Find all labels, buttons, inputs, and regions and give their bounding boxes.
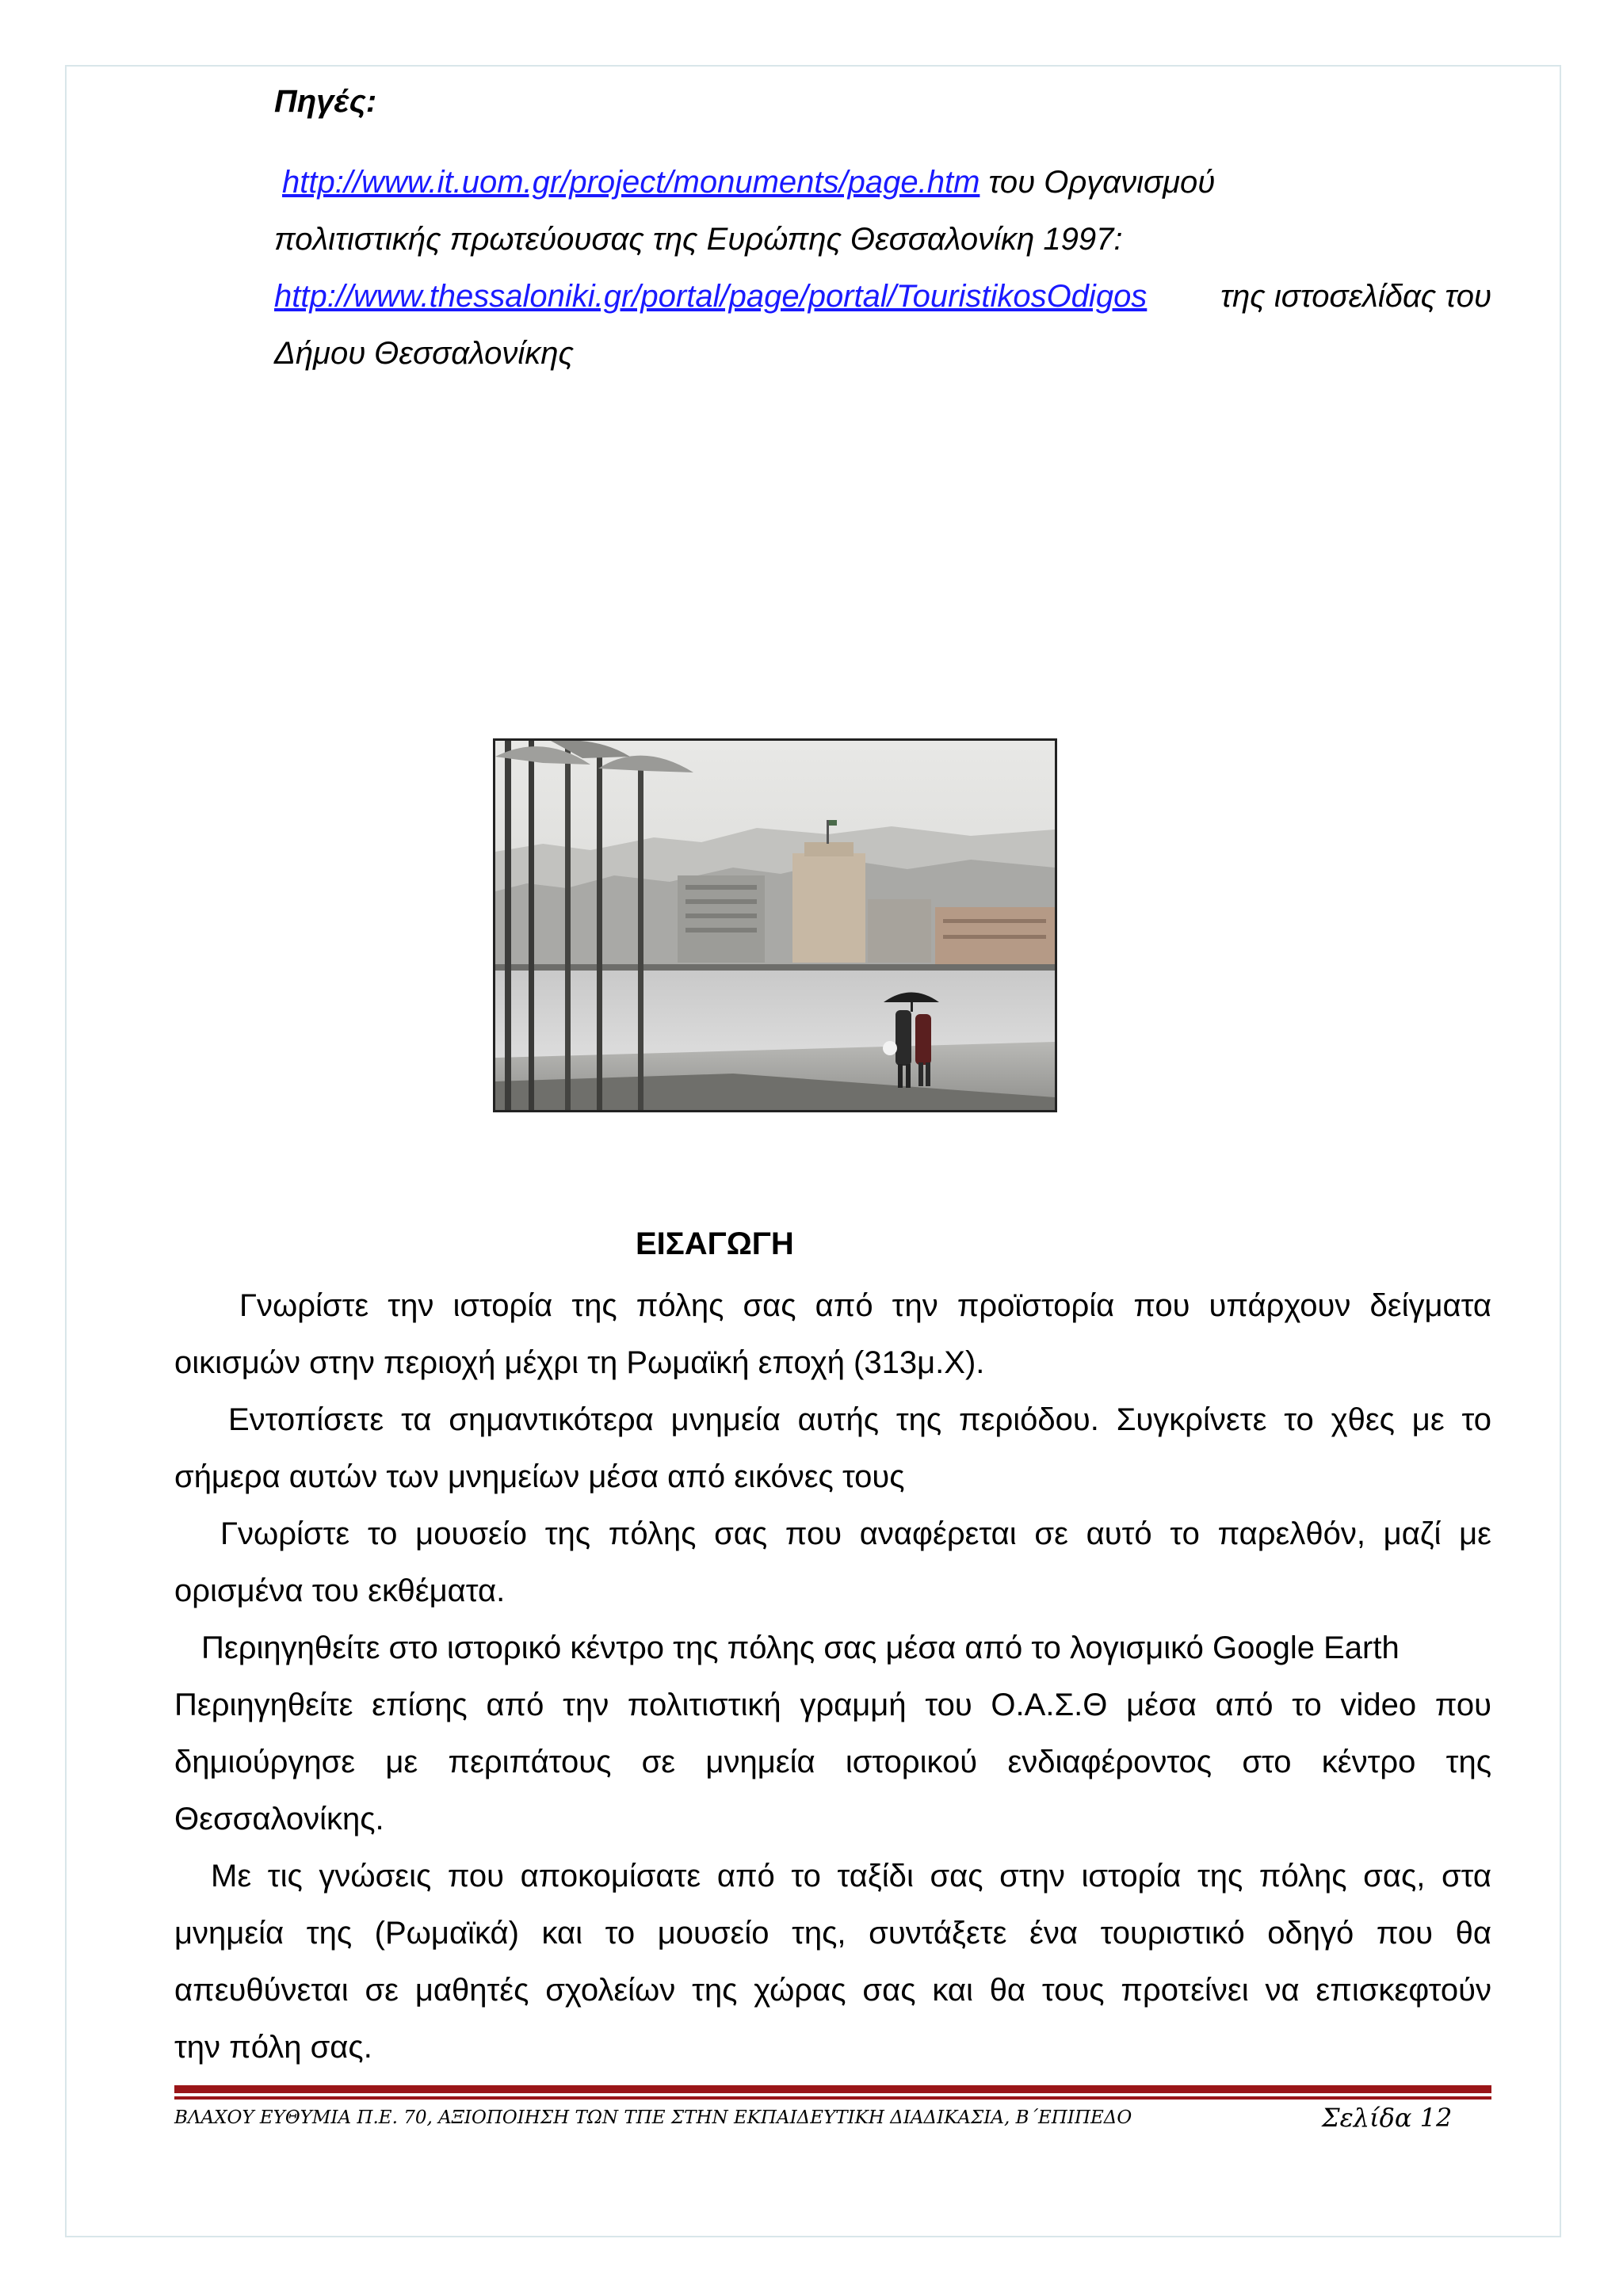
intro-p6-line1: Με τις γνώσεις που αποκομίσατε από το ταξίδι σας στην ιστορία της πόλης σας, στα: [211, 1859, 1491, 1894]
intro-p1-line1: Γνωρίστε την ιστορία της πόλης σας από την προϊστορία που υπάρχουν δείγματα: [239, 1288, 1491, 1323]
footer-page-number: Σελίδα 12: [1322, 2103, 1453, 2133]
intro-body: [174, 1277, 1491, 2076]
thessaloniki-photo: [493, 738, 1057, 1112]
intro-title: ΕΙΣΑΓΩΓΗ: [636, 1226, 794, 1261]
source-link-uom[interactable]: http://www.it.uom.gr/project/monuments/page.htm: [282, 165, 980, 200]
sources-line-3: [274, 277, 1491, 315]
white-tower-rain-image: [495, 741, 1055, 1110]
source-line-3-suffix: της ιστοσελίδας του: [1220, 279, 1491, 314]
intro-p6-line3: απευθύνεται σε μαθητές σχολείων της χώρας σας και θα τους προτείνει να επισκεφτούν: [174, 1973, 1491, 2008]
intro-p6-line4: την πόλη σας.: [174, 2030, 372, 2065]
intro-p4-line1: Περιηγηθείτε στο ιστορικό κέντρο της πόλης σας μέσα από το λογισμικό Google Earth: [201, 1630, 1400, 1665]
sources-line-1: [282, 163, 1215, 201]
source-line-1-suffix: του Οργανισμού: [980, 165, 1216, 200]
intro-p3-line1: Γνωρίστε το μουσείο της πόλης σας που αναφέρεται σε αυτό το παρελθόν, μαζί με: [220, 1516, 1491, 1551]
source-link-thessaloniki[interactable]: http://www.thessaloniki.gr/portal/page/portal/TouristikosOdigos: [274, 279, 1148, 314]
sources-line-2: πολιτιστικής πρωτεύουσας της Ευρώπης Θεσσαλονίκη 1997:: [274, 222, 1123, 257]
intro-p5-line1: Περιηγηθείτε επίσης από την πολιτιστική γραμμή του Ο.Α.Σ.Θ μέσα από το video που: [174, 1688, 1491, 1722]
footer-rule-thick: [174, 2085, 1491, 2093]
sources-heading: Πηγές:: [274, 84, 377, 119]
intro-p2-line1: Εντοπίσετε τα σημαντικότερα μνημεία αυτής της περιόδου. Συγκρίνετε το χθες με το: [228, 1402, 1491, 1437]
sources-line-4: Δήμου Θεσσαλονίκης: [274, 336, 574, 371]
intro-p5-line3: Θεσσαλονίκης.: [174, 1802, 384, 1836]
intro-p3-line2: ορισμένα του εκθέματα.: [174, 1573, 506, 1608]
footer-rule-thin: [174, 2096, 1491, 2100]
intro-p1-line2: οικισμών στην περιοχή μέχρι τη Ρωμαϊκή εποχή (313μ.Χ).: [174, 1345, 985, 1380]
footer-author: ΒΛΑΧΟΥ ΕΥΘΥΜΙΑ Π.Ε. 70, ΑΞΙΟΠΟΙΗΣΗ ΤΩΝ ΤΠΕ ΣΤΗΝ ΕΚΠΑΙΔΕΥΤΙΚΗ ΔΙΑΔΙΚΑΣΙΑ, Β΄ΕΠΙΠΕΔΟ: [174, 2107, 1132, 2128]
intro-p6-line2: μνημεία της (Ρωμαϊκά) και το μουσείο της, συντάξετε ένα τουριστικό οδηγό που θα: [174, 1916, 1491, 1951]
intro-p5-line2: δημιούργησε με περιπάτους σε μνημεία ιστορικού ενδιαφέροντος στο κέντρο της: [174, 1745, 1491, 1779]
intro-p2-line2: σήμερα αυτών των μνημείων μέσα από εικόνες τους: [174, 1459, 905, 1494]
